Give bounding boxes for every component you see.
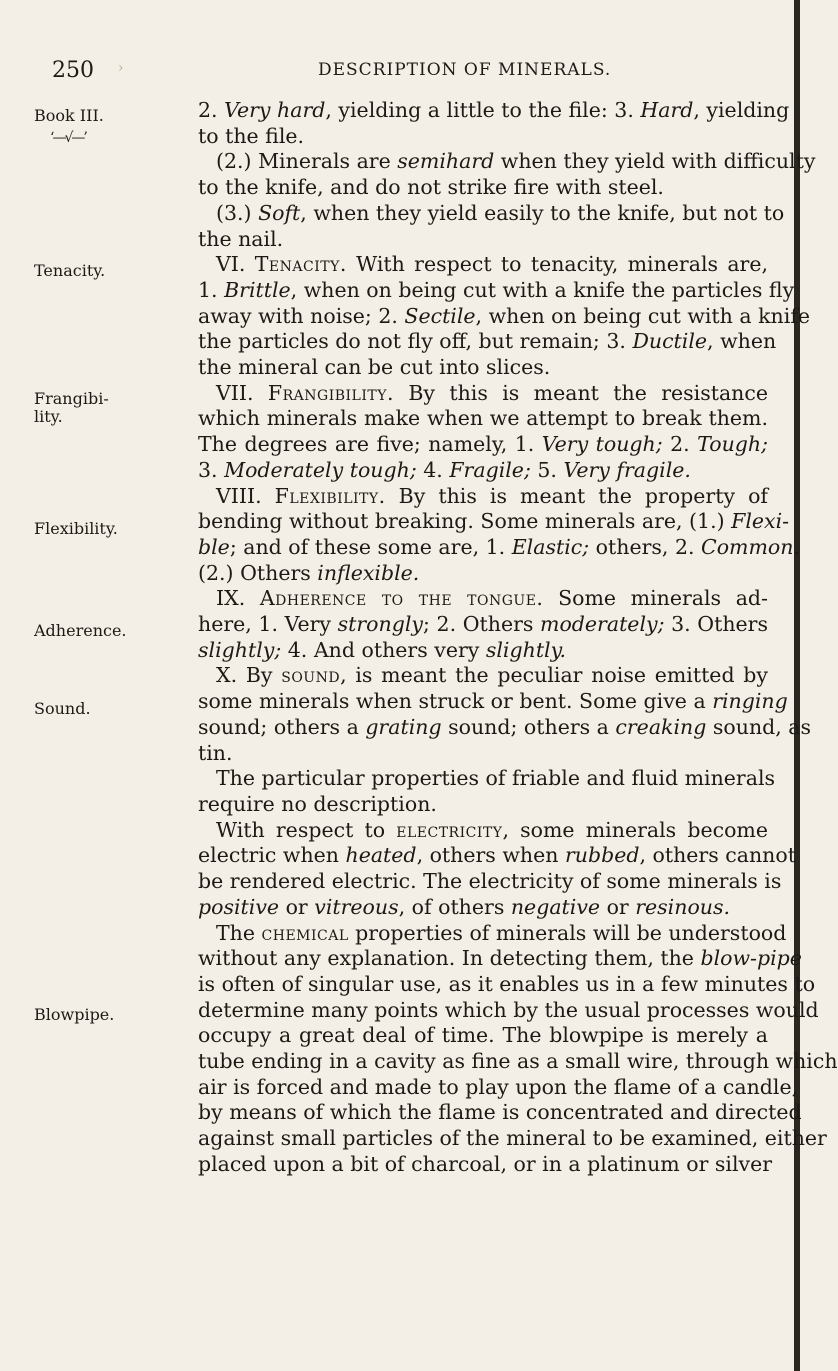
text-line (198, 561, 768, 587)
text-run: when they yield with difficulty (494, 149, 816, 174)
text-run: IX. (216, 586, 260, 611)
margin-note-book: Book III. (34, 106, 104, 125)
text-run: Flexibility. (274, 483, 386, 508)
print-mark: › (118, 60, 124, 76)
text-run: 3. (198, 457, 225, 482)
text-line (198, 175, 768, 201)
running-title: DESCRIPTION OF MINERALS. (318, 60, 612, 80)
text-run: Fragile; (449, 457, 531, 482)
text-run: Brittle (224, 277, 291, 302)
text-line (198, 534, 800, 561)
text-run: strongly (337, 612, 423, 637)
text-run: Tough; (697, 432, 768, 457)
text-line (198, 227, 768, 253)
text-line (198, 586, 768, 612)
text-run: 4. (416, 457, 450, 482)
text-run: The particular properties of friable and fluid minerals (216, 766, 776, 791)
text-line (198, 997, 819, 1024)
text-line (198, 329, 777, 355)
text-line (198, 1100, 802, 1126)
text-run: , yielding (693, 98, 790, 122)
text-line (198, 741, 768, 767)
text-line (198, 971, 816, 998)
text-run: against small particles of the mineral to be examined, either (198, 1126, 827, 1151)
margin-note-flexibility: Flexibility. (34, 519, 118, 538)
text-run: , when (707, 329, 777, 354)
text-run: Very fragile. (563, 457, 691, 482)
text-run: 5. (530, 457, 564, 482)
text-run: blow-pipe (700, 946, 802, 971)
text-run: ringing (712, 689, 788, 714)
text-run: ; 2. Others (423, 612, 541, 637)
text-line (198, 432, 768, 458)
text-run: (2.) Minerals are (216, 149, 398, 174)
text-run: some minerals when struck or bent. Some give a (198, 689, 713, 714)
text-run: or (279, 894, 315, 919)
text-run: vitreous (314, 894, 399, 919)
text-run: negative (510, 894, 601, 919)
margin-note-adherence: Adherence. (34, 621, 127, 640)
page-edge-shadow (794, 0, 800, 1371)
text-run: electric when (198, 843, 346, 868)
text-line (198, 792, 768, 818)
text-run: , is meant the peculiar noise emitted by (340, 663, 768, 688)
text-run: VII. (216, 380, 268, 405)
text-run: Hard (640, 98, 694, 122)
text-run: , when on being cut with a knife the particles fly (290, 277, 795, 302)
text-run: air is forced and made to play upon the flame of a candle, (198, 1074, 799, 1099)
text-run: tin. (198, 740, 233, 765)
text-run: By this is meant the property of (385, 483, 768, 508)
text-run: (3.) (216, 200, 259, 225)
text-run: to the file. (198, 123, 305, 148)
text-run: , others cannot (639, 843, 796, 868)
text-run: away with noise; 2. (198, 303, 405, 328)
text-run: , some minerals become (502, 817, 768, 842)
text-line (198, 509, 790, 535)
text-run: VI. (216, 252, 255, 277)
text-run: or (600, 894, 636, 919)
text-run: sound; others a (441, 714, 616, 739)
text-run: By this is meant the resistance (393, 380, 768, 405)
text-line (198, 406, 768, 432)
text-run: rubbed (564, 843, 640, 868)
text-run: which minerals make when we attempt to break them. (198, 406, 768, 431)
text-run: With respect to (216, 817, 397, 842)
text-line (198, 869, 782, 895)
text-line (198, 277, 795, 304)
text-run: 2. (198, 98, 225, 122)
text-run: positive (198, 894, 280, 919)
text-run: ; and of these some are, 1. (229, 534, 512, 559)
text-run: Soft (258, 200, 301, 225)
page-number: 250 (52, 58, 94, 83)
text-line (198, 946, 802, 972)
text-line (198, 252, 768, 278)
text-line (198, 663, 768, 689)
text-run: tube ending in a cavity as fine as a small wire, through which (198, 1049, 838, 1074)
text-run: (2.) Others (198, 560, 318, 585)
text-run: the mineral can be cut into slices. (198, 355, 551, 380)
text-line (198, 303, 811, 330)
text-line (198, 98, 790, 124)
text-run: inflexible. (317, 560, 420, 585)
text-run: here, 1. Very (198, 612, 338, 637)
text-line (198, 638, 768, 664)
text-run: without any explanation. In detecting them, the (198, 946, 701, 971)
text-run: Adherence to the tongue. (259, 586, 544, 611)
text-line (198, 1049, 838, 1075)
text-run: Some minerals ad- (543, 586, 768, 611)
text-line (198, 818, 768, 844)
text-run: Flexi- (731, 509, 790, 534)
text-run: Elastic; (511, 534, 590, 559)
text-run: The (216, 920, 262, 945)
text-run: The degrees are five; namely, 1. (198, 432, 542, 457)
text-run: 2. (662, 432, 698, 457)
text-line (198, 149, 816, 175)
text-line (198, 766, 776, 792)
text-run: chemical (261, 920, 349, 945)
text-line (198, 612, 768, 638)
text-line (198, 124, 768, 150)
text-line (198, 1126, 827, 1152)
text-run: With respect to tenacity, minerals are, (346, 252, 769, 277)
text-run: be rendered electric. The electricity of some minerals is (198, 869, 782, 894)
text-run: is often of singular use, as it enables us in a few minutes to (198, 971, 816, 996)
text-run: VIII. (216, 483, 275, 508)
text-run: bending without breaking. Some minerals are, (1.) (198, 509, 732, 534)
text-run: Common. (701, 534, 800, 559)
margin-note-frangibility-2: lity. (34, 407, 63, 426)
text-run: moderately; (540, 612, 665, 637)
text-run: sound, as (706, 714, 812, 739)
margin-note-sound: Sound. (34, 699, 91, 718)
text-run: , of others (398, 894, 511, 919)
text-line (198, 1023, 768, 1049)
text-run: heated (345, 843, 417, 868)
text-run: others, 2. (589, 534, 702, 559)
text-run: Very hard (224, 98, 326, 122)
text-run: to the knife, and do not strike fire with steel. (198, 175, 664, 200)
text-line (198, 689, 788, 715)
text-run: 4. And others very (281, 637, 486, 662)
text-run: occupy a great deal of time. The blowpipe is merely a (198, 1023, 768, 1048)
text-run: determine many points which by the usual processes would (198, 997, 819, 1022)
text-run: placed upon a bit of charcoal, or in a platinum or silver (198, 1151, 773, 1176)
text-run: slightly; (198, 637, 282, 662)
text-run: the nail. (198, 226, 284, 251)
text-line (198, 714, 812, 741)
text-run: 1. (198, 277, 225, 302)
text-run: ble (198, 534, 230, 559)
text-line (198, 355, 768, 381)
text-run: X. By (216, 663, 282, 688)
text-run: semihard (397, 149, 495, 174)
text-run: Sectile (404, 303, 476, 328)
text-run: 3. Others (664, 612, 768, 637)
text-run: Ductile (632, 329, 708, 354)
text-run: Very tough; (541, 432, 663, 457)
margin-note-blowpipe: Blowpipe. (34, 1005, 115, 1024)
text-run: resinous. (635, 894, 731, 919)
body-text (198, 98, 838, 1178)
text-line (198, 843, 796, 869)
text-run: , when on being cut with a knife (475, 303, 811, 328)
text-run: Frangibility. (267, 380, 394, 405)
text-run: Moderately tough; (224, 457, 417, 482)
margin-note-tenacity: Tenacity. (34, 261, 106, 280)
text-line (198, 458, 768, 484)
text-run: the particles do not fly off, but remain; 3. (198, 329, 633, 354)
text-line (198, 1074, 799, 1101)
text-run: properties of minerals will be understood (348, 920, 787, 945)
text-line (198, 381, 768, 407)
text-line (198, 1151, 773, 1178)
text-run: grating (365, 714, 442, 739)
text-line (198, 895, 768, 921)
book-brace-ornament: ‘—√—’ (50, 130, 86, 146)
text-run: creaking (615, 714, 707, 739)
text-run: , others when (416, 843, 565, 868)
text-line (198, 920, 787, 947)
text-line (198, 484, 768, 510)
text-run: slightly. (485, 637, 566, 662)
text-run: sound (281, 663, 341, 688)
text-run: , when they yield easily to the knife, but not to (300, 200, 785, 225)
text-run: Tenacity. (254, 252, 347, 277)
text-line (198, 200, 785, 227)
margin-note-frangibility-1: Frangibi- (34, 389, 109, 408)
text-run: by means of which the flame is concentrated and directed (198, 1100, 802, 1125)
text-run: , yielding a little to the file: 3. (325, 98, 641, 122)
text-run: require no description. (198, 791, 437, 816)
page-header (0, 58, 800, 88)
text-run: sound; others a (198, 714, 366, 739)
text-run: electricity (396, 817, 503, 842)
